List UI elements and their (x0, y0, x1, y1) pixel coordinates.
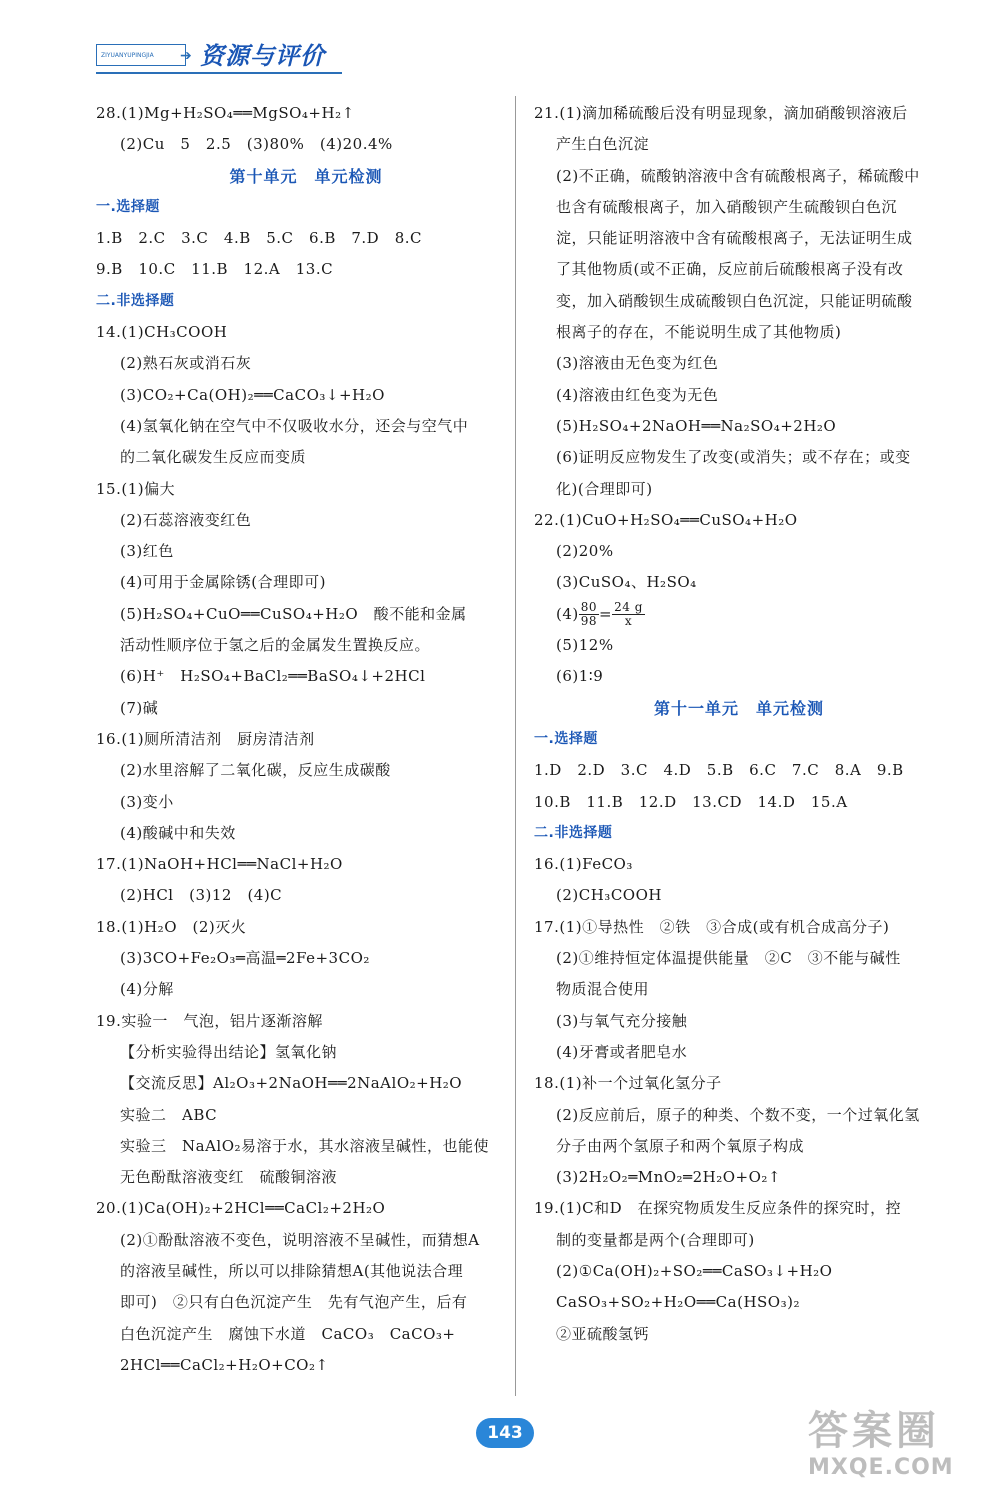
answer-line: (2)不正确，硫酸钠溶液中含有硫酸根离子，稀硫酸中 (556, 166, 920, 185)
answer-line: (2)20% (556, 542, 614, 561)
answer-line: (2)HCl (3)12 (4)C (120, 886, 283, 905)
right-column (534, 98, 944, 1350)
answer-line: 变，加入硝酸钡生成硫酸钡白色沉淀，只能证明硫酸 (556, 291, 913, 310)
answer-line: 物质混合使用 (556, 980, 650, 999)
answer-line: (4)溶液由红色变为无色 (556, 385, 719, 404)
section-heading: 一.选择题 (96, 198, 160, 215)
section-heading: 一.选择题 (534, 730, 598, 747)
answer-line: 的溶液呈碱性，所以可以排除猜想A(其他说法合理 (120, 1261, 464, 1280)
answer-line: (2)①酚酞溶液不变色，说明溶液不呈碱性，而猜想A (120, 1230, 480, 1249)
answer-line: 10.B 11.B 12.D 13.CD 14.D 15.A (534, 792, 848, 811)
answer-line: 28.(1)Mg+H₂SO₄══MgSO₄+H₂↑ (96, 104, 355, 122)
answer-line: (4)酸碱中和失效 (120, 823, 236, 842)
answer-line: (3)3CO+Fe₂O₃═高温═2Fe+3CO₂ (120, 949, 370, 968)
answer-line: (5)H₂SO₄+CuO══CuSO₄+H₂O 酸不能和金属 (120, 604, 467, 623)
answer-line: 17.(1)①导热性 ②铁 ③合成(或有机合成高分子) (534, 917, 890, 936)
answer-line: 14.(1)CH₃COOH (96, 323, 228, 342)
header-pinyin: ZIYUANYUPINGJIA (96, 44, 186, 66)
answer-line: 1.B 2.C 3.C 4.B 5.C 6.B 7.D 8.C (96, 229, 422, 248)
answer-line: 【分析实验得出结论】氢氧化钠 (120, 1042, 338, 1061)
answer-line: (4)分解 (120, 980, 174, 999)
answer-line: (6)1∶9 (556, 667, 604, 686)
answer-line: (3)红色 (120, 542, 174, 561)
answer-line: 18.(1)补一个过氧化氢分子 (534, 1074, 722, 1093)
answer-line: 了其他物质(或不正确，反应前后硫酸根离子没有改 (556, 260, 904, 279)
answer-line: 17.(1)NaOH+HCl══NaCl+H₂O (96, 855, 343, 874)
answer-line: (2)反应前后，原子的种类、个数不变，一个过氧化氢 (556, 1105, 920, 1124)
answer-line: (2)Cu 5 2.5 (3)80% (4)20.4% (120, 135, 393, 154)
answer-line: (2)①维持恒定体温提供能量 ②C ③不能与碱性 (556, 949, 901, 968)
answer-line: 制的变量都是两个(合理即可) (556, 1230, 755, 1249)
answer-line: 18.(1)H₂O (2)灭火 (96, 917, 247, 936)
answer-line: CaSO₃+SO₂+H₂O══Ca(HSO₃)₂ (556, 1293, 800, 1312)
answer-line: 的二氧化碳发生反应而变质 (120, 448, 307, 467)
fraction-right-numerator: 24 g (614, 600, 643, 615)
fraction-left (579, 601, 599, 628)
answer-line: (4)可用于金属除锈(合理即可) (120, 573, 326, 592)
header-title: 资源与评价 (200, 42, 325, 70)
answer-line: (2)熟石灰或消石灰 (120, 354, 252, 373)
answer-line: 9.B 10.C 11.B 12.A 13.C (96, 260, 334, 279)
answer-line: 21.(1)滴加稀硫酸后没有明显现象，滴加硝酸钡溶液后 (534, 104, 908, 122)
answer-line: 活动性顺序位于氢之后的金属发生置换反应。 (120, 636, 431, 655)
answer-line: (3)CO₂+Ca(OH)₂══CaCO₃↓+H₂O (120, 385, 385, 404)
answer-line: 16.(1)FeCO₃ (534, 855, 633, 874)
answer-line: 根离子的存在，不能说明生成了其他物质) (556, 323, 842, 342)
page-header (96, 30, 356, 76)
answer-line: 实验二 ABC (120, 1105, 218, 1124)
page-number: 143 (476, 1418, 534, 1448)
answer-line: (4)氢氧化钠在空气中不仅吸收水分，还会与空气中 (120, 416, 469, 435)
answer-line: (5)H₂SO₄+2NaOH══Na₂SO₄+2H₂O (556, 416, 837, 435)
answer-line: 也含有硫酸根离子，加入硝酸钡产生硫酸钡白色沉 (556, 197, 898, 216)
unit-heading: 第十单元 单元检测 (229, 166, 383, 186)
fraction-left-numerator: 80 (580, 600, 598, 615)
answer-line: (6)证明反应物发生了改变(或消失；或不存在；或变 (556, 448, 911, 467)
fraction-equals: = (599, 604, 613, 623)
answer-line: 实验三 NaAlO₂易溶于水，其水溶液呈碱性，也能使 (120, 1136, 490, 1155)
answer-line: (3)2H₂O₂═MnO₂═2H₂O+O₂↑ (556, 1168, 781, 1187)
answer-line: (7)碱 (120, 698, 159, 717)
answer-line: 淀，只能证明溶液中含有硫酸根离子，无法证明生成 (556, 229, 913, 248)
header-arrow-icon: ➔ (180, 48, 192, 64)
answer-line: 化)(合理即可) (556, 479, 653, 498)
answer-line: (4)牙膏或者肥皂水 (556, 1042, 688, 1061)
answer-line: 白色沉淀产生 腐蚀下水道 CaCO₃ CaCO₃+ (120, 1324, 456, 1343)
answer-line: (3)CuSO₄、H₂SO₄ (556, 573, 697, 592)
answer-line: (5)12% (556, 636, 614, 655)
answer-line: (3)溶液由无色变为红色 (556, 354, 719, 373)
answer-line: 16.(1)厕所清洁剂 厨房清洁剂 (96, 729, 315, 748)
unit-heading: 第十一单元 单元检测 (653, 698, 824, 718)
answer-line: (2)石蕊溶液变红色 (120, 510, 252, 529)
answer-line: 19.实验一 气泡，铝片逐渐溶解 (96, 1011, 323, 1030)
answer-line: 1.D 2.D 3.C 4.D 5.B 6.C 7.C 8.A 9.B (534, 761, 904, 780)
watermark-logo (808, 1408, 978, 1490)
answer-line-fraction (534, 599, 944, 630)
section-heading: 二.非选择题 (96, 292, 175, 309)
answer-line: (3)变小 (120, 792, 174, 811)
fraction-prefix: (4) (556, 604, 579, 623)
answer-line: (2)CH₃COOH (556, 886, 662, 905)
answer-line: (2)水里溶解了二氧化碳，反应生成碳酸 (120, 761, 391, 780)
answer-line: 19.(1)C和D 在探究物质发生反应条件的探究时，控 (534, 1199, 902, 1218)
header-underline (96, 72, 342, 74)
fraction-right-denominator: x (624, 614, 633, 629)
fraction-left-denominator: 98 (580, 614, 598, 629)
answer-line: 分子由两个氢原子和两个氧原子构成 (556, 1136, 805, 1155)
answer-line: 2HCl══CaCl₂+H₂O+CO₂↑ (120, 1355, 329, 1374)
answer-line: (3)与氧气充分接触 (556, 1011, 688, 1030)
answer-line: 22.(1)CuO+H₂SO₄══CuSO₄+H₂O (534, 510, 798, 529)
watermark-url: MXQE.COM (808, 1455, 954, 1480)
answer-line: (6)H⁺ H₂SO₄+BaCl₂══BaSO₄↓+2HCl (120, 667, 426, 686)
answer-line: ②亚硫酸氢钙 (556, 1324, 650, 1343)
answer-line: 无色酚酞溶液变红 硫酸铜溶液 (120, 1168, 338, 1187)
answer-line: 【交流反思】Al₂O₃+2NaOH══2NaAlO₂+H₂O (120, 1074, 463, 1093)
watermark-text: 答案圈 (808, 1408, 940, 1454)
answer-line: 15.(1)偏大 (96, 479, 176, 498)
section-heading: 二.非选择题 (534, 824, 613, 841)
answer-line: 产生白色沉淀 (556, 135, 650, 154)
fraction-right (612, 601, 645, 628)
answer-line: 即可) ②只有白色沉淀产生 先有气泡产生，后有 (120, 1293, 468, 1312)
answer-line: (2)①Ca(OH)₂+SO₂══CaSO₃↓+H₂O (556, 1261, 833, 1280)
answer-line: 20.(1)Ca(OH)₂+2HCl══CaCl₂+2H₂O (96, 1199, 386, 1218)
left-column (96, 98, 516, 1381)
